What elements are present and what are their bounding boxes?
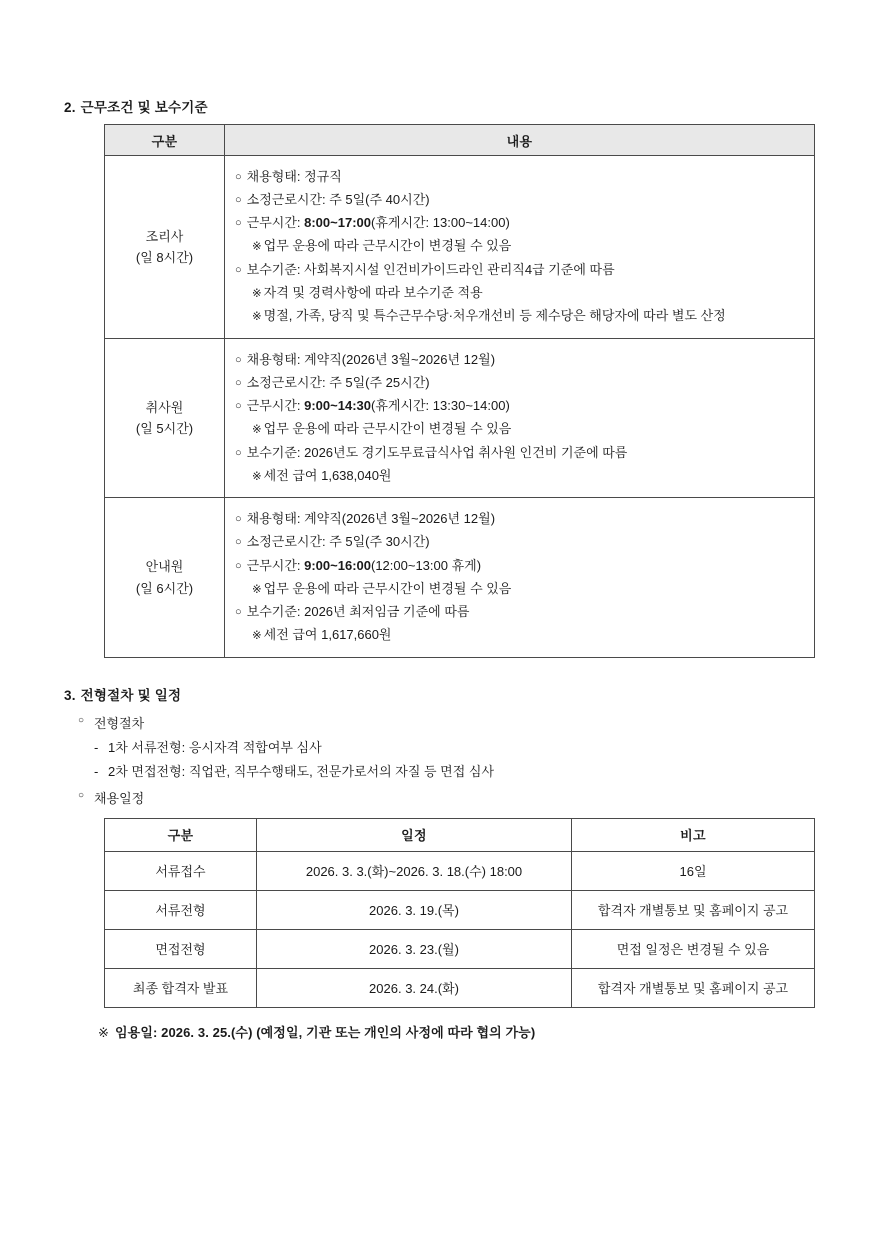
- detail-cell-guide: [225, 498, 815, 657]
- role-name: 안내원: [145, 559, 184, 575]
- list-item: [94, 736, 816, 760]
- recruitment-schedule-table: [104, 818, 815, 1008]
- note-marker-icon: ※: [98, 1024, 109, 1040]
- schedule-category: 서류접수: [105, 851, 257, 890]
- table-row: [105, 338, 815, 497]
- detail-line: ○ 소정근로시간: 주 5일(주 30시간): [235, 530, 804, 553]
- detail-note: ※ 업무 운용에 따라 근무시간이 변경될 수 있음: [235, 417, 804, 440]
- schedule-date: 2026. 3. 23.(월): [257, 929, 572, 968]
- detail-line-worktime: [235, 211, 804, 234]
- worktime-suffix: (12:00~13:00 휴게): [371, 557, 482, 573]
- dash-marker-icon: -: [94, 739, 99, 755]
- role-name: 취사원: [145, 399, 184, 415]
- schedule-date: 2026. 3. 3.(화)~2026. 3. 18.(수) 18:00: [257, 851, 572, 890]
- schedule-category: 면접전형: [105, 929, 257, 968]
- table-row: [105, 851, 815, 890]
- working-conditions-table: [104, 124, 815, 658]
- appointment-footnote: [98, 1022, 816, 1041]
- role-hours: (일 5시간): [135, 421, 194, 437]
- worktime-prefix: 근무시간:: [246, 557, 305, 573]
- schedule-date: 2026. 3. 19.(목): [257, 890, 572, 929]
- detail-note: ※ 세전 급여 1,638,040원: [235, 464, 804, 487]
- column-header-category: 구분: [105, 125, 225, 156]
- detail-note: ※ 명절, 가족, 당직 및 특수근무수당·처우개선비 등 제수당은 해당자에 따라 별도 산정: [235, 304, 804, 327]
- section-heading-process: [64, 684, 816, 704]
- list-item-schedule: [64, 787, 816, 811]
- schedule-remark: 면접 일정은 변경될 수 있음: [572, 929, 815, 968]
- table-row: [105, 156, 815, 339]
- detail-line: ○ 채용형태: 정규직: [235, 165, 804, 188]
- list-item-text: 2차 면접전형: 직업관, 직무수행태도, 전문가로서의 자질 등 면접 심사: [108, 763, 495, 779]
- role-name: 조리사: [145, 228, 184, 244]
- worktime-suffix: (휴게시간: 13:00~14:00): [371, 215, 510, 231]
- detail-line-worktime: [235, 554, 804, 577]
- list-item-label: 전형절차: [94, 715, 145, 731]
- detail-line: ○ 보수기준: 사회복지시설 인건비가이드라인 관리직4급 기준에 따름: [235, 258, 804, 281]
- list-item-procedure: [64, 712, 816, 784]
- section-heading-conditions: [64, 96, 816, 116]
- section-number: 3.: [64, 687, 76, 703]
- table-row: [105, 968, 815, 1007]
- detail-line-worktime: [235, 394, 804, 417]
- detail-note: ※ 자격 및 경력사항에 따라 보수기준 적용: [235, 281, 804, 304]
- section-title: 근무조건 및 보수기준: [80, 100, 208, 115]
- detail-line: ○ 소정근로시간: 주 5일(주 40시간): [235, 188, 804, 211]
- detail-line: ○ 채용형태: 계약직(2026년 3월~2026년 12월): [235, 507, 804, 530]
- worktime-value: 9:00~16:00: [304, 557, 371, 573]
- role-cell-guide: [105, 498, 225, 657]
- column-header-content: 내용: [225, 125, 815, 156]
- detail-cell-kitchen-staff: [225, 338, 815, 497]
- dash-marker-icon: -: [94, 763, 99, 779]
- detail-cell-cook: [225, 156, 815, 339]
- circle-marker-icon: ○: [78, 714, 85, 726]
- schedule-category: 서류전형: [105, 890, 257, 929]
- worktime-value: 9:00~14:30: [304, 398, 371, 414]
- detail-line: ○ 보수기준: 2026년도 경기도무료급식사업 취사원 인건비 기준에 따름: [235, 441, 804, 464]
- schedule-category: 최종 합격자 발표: [105, 968, 257, 1007]
- table-row: [105, 890, 815, 929]
- table-header-row: [105, 125, 815, 156]
- worktime-suffix: (휴게시간: 13:30~14:00): [371, 398, 510, 414]
- procedure-sub-list: [94, 736, 816, 784]
- column-header-schedule: 일정: [257, 818, 572, 851]
- detail-line: ○ 채용형태: 계약직(2026년 3월~2026년 12월): [235, 348, 804, 371]
- schedule-date: 2026. 3. 24.(화): [257, 968, 572, 1007]
- footnote-text: 임용일: 2026. 3. 25.(수) (예정일, 기관 또는 개인의 사정에 따라 협의 가능): [115, 1024, 536, 1040]
- table-row: [105, 498, 815, 657]
- role-hours: (일 8시간): [135, 249, 194, 265]
- list-item-text: 1차 서류전형: 응시자격 적합여부 심사: [108, 739, 322, 755]
- worktime-value: 8:00~17:00: [304, 215, 371, 231]
- worktime-prefix: 근무시간:: [246, 398, 305, 414]
- table-row: [105, 929, 815, 968]
- column-header-category: 구분: [105, 818, 257, 851]
- detail-note: ※ 업무 운용에 따라 근무시간이 변경될 수 있음: [235, 234, 804, 257]
- list-item: [94, 760, 816, 784]
- list-item-label: 채용일정: [94, 790, 145, 806]
- detail-line: ○ 보수기준: 2026년 최저임금 기준에 따름: [235, 600, 804, 623]
- schedule-remark: 합격자 개별통보 및 홈페이지 공고: [572, 968, 815, 1007]
- schedule-remark: 16일: [572, 851, 815, 890]
- circle-marker-icon: ○: [78, 789, 85, 801]
- column-header-remarks: 비고: [572, 818, 815, 851]
- table-header-row: [105, 818, 815, 851]
- role-hours: (일 6시간): [135, 580, 194, 596]
- process-list: [64, 712, 816, 811]
- detail-line: ○ 소정근로시간: 주 5일(주 25시간): [235, 371, 804, 394]
- worktime-prefix: 근무시간:: [246, 215, 305, 231]
- role-cell-kitchen-staff: [105, 338, 225, 497]
- role-cell-cook: [105, 156, 225, 339]
- section-title: 전형절차 및 일정: [80, 687, 182, 703]
- schedule-remark: 합격자 개별통보 및 홈페이지 공고: [572, 890, 815, 929]
- detail-note: ※ 업무 운용에 따라 근무시간이 변경될 수 있음: [235, 577, 804, 600]
- detail-note: ※ 세전 급여 1,617,660원: [235, 623, 804, 646]
- section-number: 2.: [64, 100, 76, 115]
